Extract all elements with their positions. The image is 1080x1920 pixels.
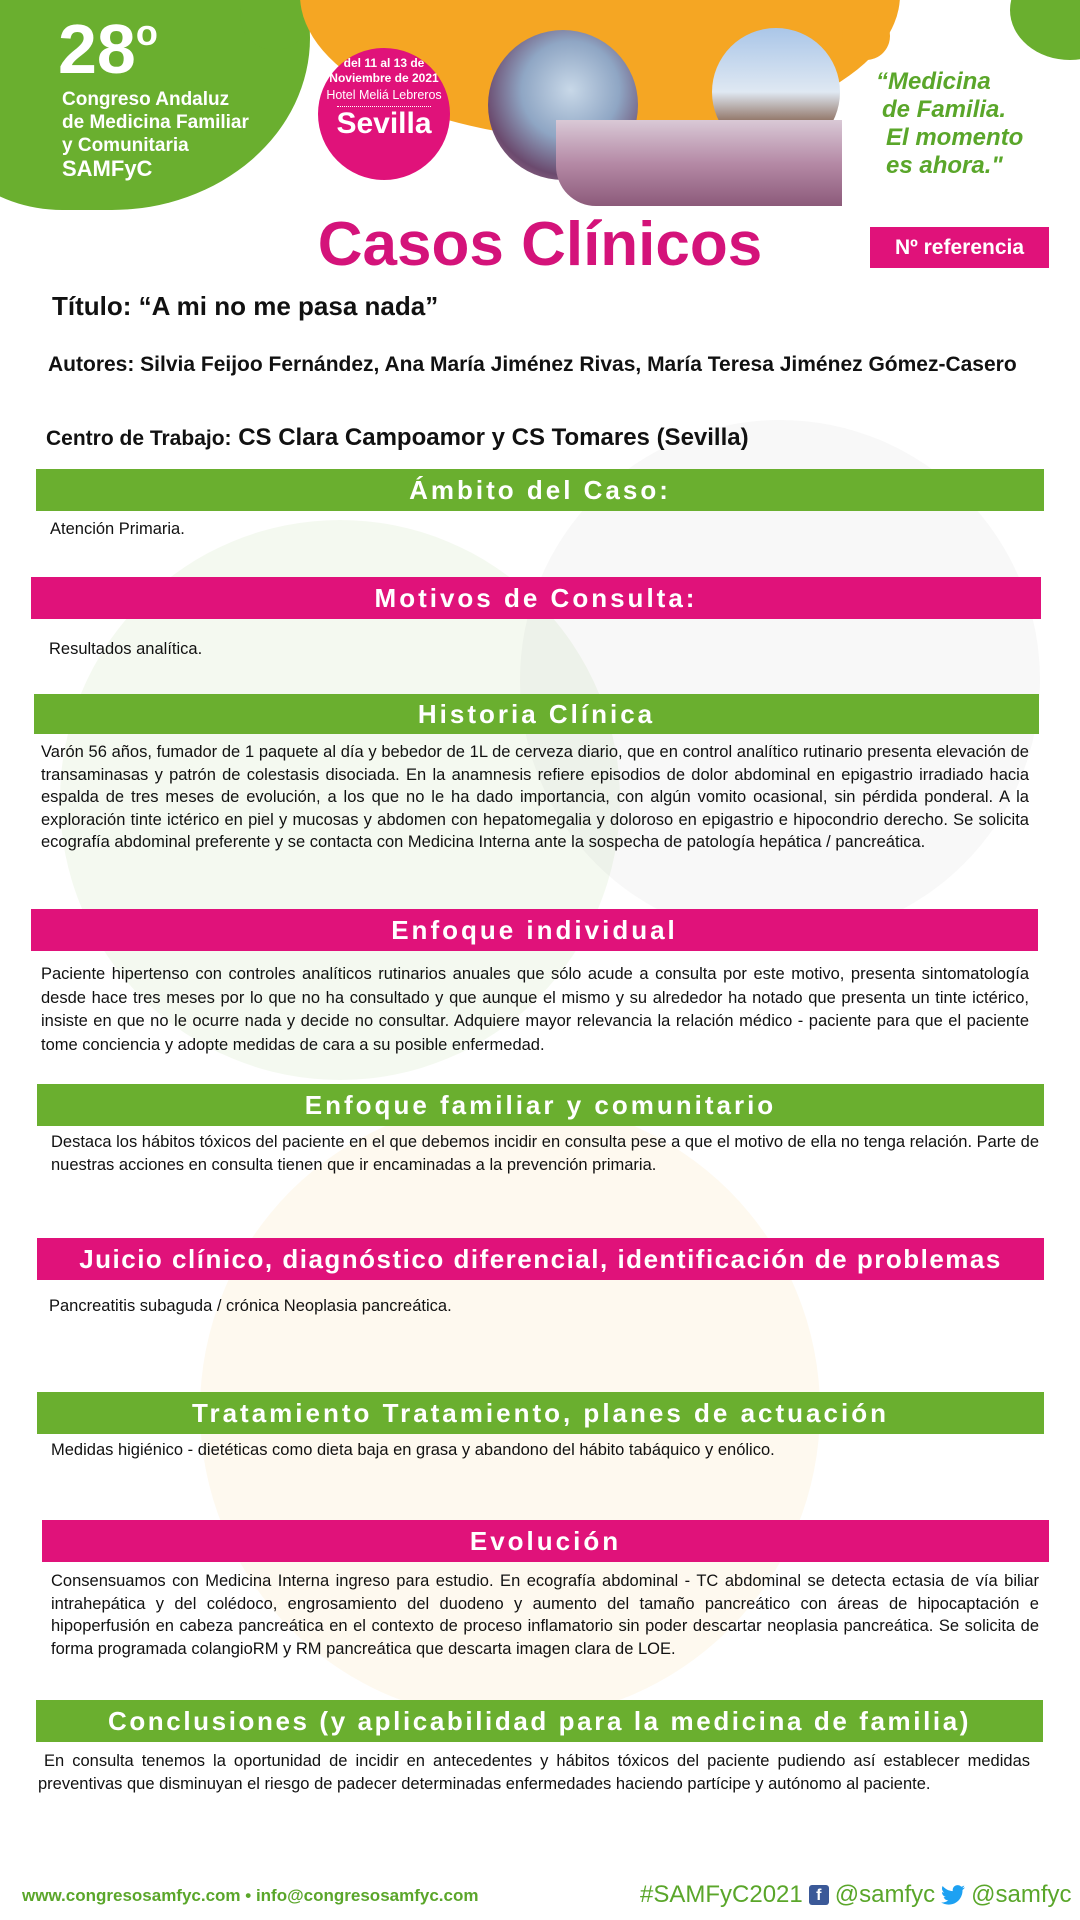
section-heading-tratamiento: Tratamiento Tratamiento, planes de actuación	[37, 1392, 1044, 1434]
section-heading-ambito: Ámbito del Caso:	[36, 469, 1044, 511]
section-text-historia: Varón 56 años, fumador de 1 paquete al día y bebedor de 1L de cerveza diario, que en control analítico rutinario presenta elevación de transaminasas y patrón de colestasis disociada. En la anamnesis refiere episodios de dolor abdominal en epigastrio irradiado hacia espalda de tres meses de evolución, a los que no le ha dado importancia, con algún vomito ocasional, sin pérdida ponderal. A la exploración tinte ictérico en piel y mucosas y abdomen con hepatomegalia y doloroso en epigastrio e hipocondrio derecho. Se solicita ecografía abdominal preferente y se contacta con Medicina Interna ante la sospecha de patología hepática / pancreática.	[41, 743, 1029, 851]
congress-name: Congreso Andaluz de Medicina Familiar y Comunitaria SAMFyC	[62, 88, 282, 180]
section-heading-conclusiones: Conclusiones (y aplicabilidad para la medicina de familia)	[36, 1700, 1043, 1742]
header-blob-orange-small	[842, 12, 890, 60]
organization-name: SAMFyC	[62, 156, 153, 181]
footer-facebook-handle[interactable]: @samfyc	[834, 1881, 936, 1908]
section-heading-historia: Historia Clínica	[34, 694, 1039, 734]
footer-social	[640, 1881, 1072, 1909]
work-center: Centro de Trabajo: CS Clara Campoamor y CS Tomares (Sevilla)	[46, 424, 749, 451]
slogan: “Medicina de Familia. El momento es ahora."	[876, 68, 1024, 179]
section-heading-juicio-clinico: Juicio clínico, diagnóstico diferencial, identificación de problemas	[37, 1238, 1044, 1280]
section-heading-motivos: Motivos de Consulta:	[31, 577, 1041, 619]
footer-hashtag: #SAMFyC2021	[640, 1881, 803, 1908]
twitter-icon	[941, 1885, 965, 1905]
facebook-icon: f	[809, 1885, 829, 1905]
congress-number: 28$^o$	[58, 10, 158, 88]
section-text-enfoque-individual: Paciente hipertenso con controles analíticos rutinarios anuales que sólo acude a consulta por este motivo, presenta sintomatología desde hace tres meses por lo que no ha consultado y que aunque el mismo y su alrededor ha notado que presenta un tinte ictérico, insiste en que no le ocurre nada y decide no consultar. Adquiere mayor relevancia la relación médico - paciente para que el paciente tome conciencia y adopte medidas de cara a su posible enfermedad.	[41, 965, 1029, 1054]
section-text-conclusiones: En consulta tenemos la oportunidad de incidir en antecedentes y hábitos tóxicos del paciente pudiendo así establecer medidas preventivas que disminuyan el riesgo de padecer determinadas enfermedades haciendo partícipe y autónomo al paciente.	[38, 1752, 1030, 1793]
section-text-juicio-clinico: Pancreatitis subaguda / crónica Neoplasia pancreática.	[49, 1297, 452, 1315]
footer-twitter-handle[interactable]: @samfyc	[971, 1881, 1072, 1908]
authors: Autores: Silvia Feijoo Fernández, Ana María Jiménez Rivas, María Teresa Jiménez Gómez-Casero	[48, 353, 1017, 376]
footer-contact[interactable]: www.congresosamfyc.com • info@congresosamfyc.com	[22, 1886, 479, 1905]
page-title: Casos Clínicos	[317, 210, 763, 279]
section-heading-evolucion: Evolución	[42, 1520, 1049, 1562]
section-heading-enfoque-familiar: Enfoque familiar y comunitario	[37, 1084, 1044, 1126]
section-text-tratamiento: Medidas higiénico - dietéticas como dieta baja en grasa y abandono del hábito tabáquico y enólico.	[51, 1441, 775, 1459]
header-photo-buildings	[556, 120, 842, 206]
section-text-motivos: Resultados analítica.	[49, 640, 203, 658]
section-text-evolucion: Consensuamos con Medicina Interna ingreso para estudio. En ecografía abdominal - TC abdominal se detecta ectasia de vía biliar intrahepática y del colédoco, engrosamiento del duodeno y aumento del tamaño pancreático con áreas de hipocaptación e hipoperfusión en cabeza pancreática en el contexto de proceso inflamatorio sin poder descartar neoplasia pancreática. Se solicita de forma programada colangioRM y RM pancreática que descarta imagen clara de LOE.	[51, 1572, 1039, 1658]
section-heading-enfoque-individual: Enfoque individual	[31, 909, 1038, 951]
header-blob-green-right	[1010, 0, 1080, 60]
date-badge: del 11 al 13 de Noviembre de 2021 Hotel Meliá Lebreros Sevilla	[318, 48, 450, 180]
section-text-ambito: Atención Primaria.	[50, 520, 185, 538]
city-name: Sevilla	[336, 107, 432, 140]
section-text-enfoque-familiar: Destaca los hábitos tóxicos del paciente en el que debemos incidir en consulta pese a que el motivo de ella no tenga relación. Parte de nuestras acciones en consulta tienen que ir encaminadas a la prevención primaria.	[51, 1133, 1039, 1174]
case-title: Título: “A mi no me pasa nada”	[52, 291, 439, 321]
reference-box: Nº referencia	[870, 227, 1049, 268]
